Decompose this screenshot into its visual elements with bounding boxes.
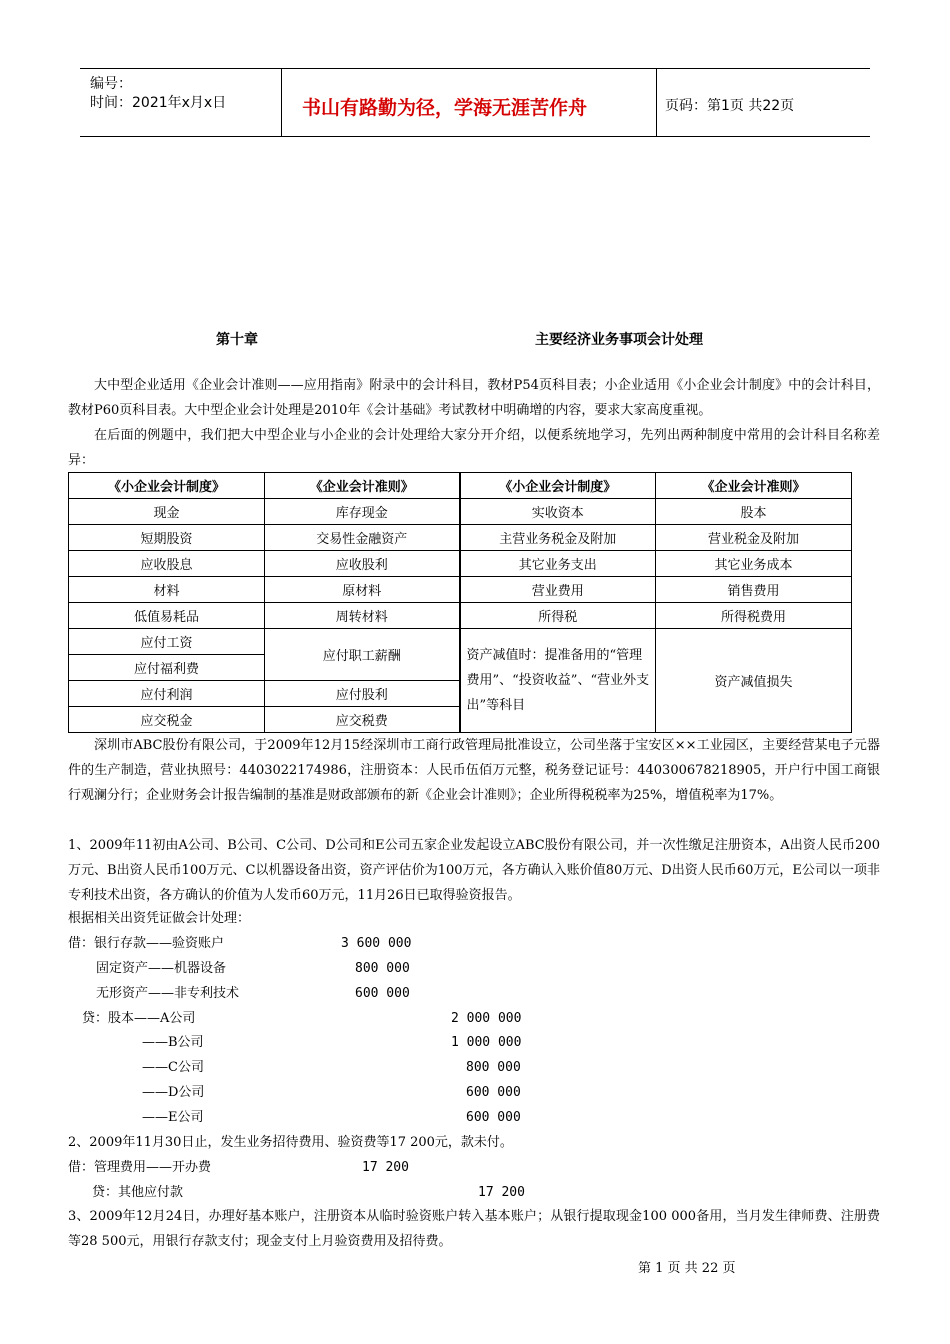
entry-debit-amount: 600 000 <box>355 986 410 1001</box>
table-cell: 应付利润 <box>69 681 265 707</box>
entry-credit-amount: 800 000 <box>466 1060 521 1075</box>
table-cell: 其它业务支出 <box>460 551 656 577</box>
entry-credit-label: ——D公司 <box>142 1085 205 1100</box>
company-paragraph: 深圳市ABC股份有限公司，于2009年12月15经深圳市工商行政管理局批准设立，公司坐落于宝安区××工业园区，主要经营某电子元器件的生产制造，营业执照号：4403022174986，注册资本：人民币伍佰万元整，税务登记证号：440300678218905，开户行中国工商银行观澜分行；企业财务会计报告编制的基准是财政部颁布的新《企业会计准则》；企业所得税税率为25%，增值税率为17%。 <box>68 738 880 803</box>
entry-credit-label: ——C公司 <box>142 1060 204 1075</box>
table-cell: 所得税费用 <box>656 603 852 629</box>
table-cell: 应付福利费 <box>69 655 265 681</box>
entry-credit-amount: 17 200 <box>478 1185 525 1200</box>
table-cell: 应收股息 <box>69 551 265 577</box>
table-cell: 短期股资 <box>69 525 265 551</box>
table-cell: 现金 <box>69 499 265 525</box>
header-top-rule <box>80 68 870 69</box>
header-divider-right <box>656 68 657 137</box>
entry-debit-label: 借：银行存款——验资账户 <box>68 936 225 951</box>
entry-credit-amount: 1 000 000 <box>451 1035 522 1050</box>
table-cell: 股本 <box>656 499 852 525</box>
entry-credit-amount: 600 000 <box>466 1085 521 1100</box>
table-cell: 材料 <box>69 577 265 603</box>
table-row <box>69 603 852 629</box>
table-cell-impairment-note: 资产减值时：提准备用的“管理费用”、“投资收益”、“营业外支出”等科目 <box>460 629 656 733</box>
table-header-cell: 《小企业会计制度》 <box>460 473 656 499</box>
table-cell: 销售费用 <box>656 577 852 603</box>
table-cell: 应交税金 <box>69 707 265 733</box>
item1-block <box>68 833 880 908</box>
table-cell: 实收资本 <box>460 499 656 525</box>
table-cell: 库存现金 <box>265 499 460 525</box>
table-row <box>69 629 852 655</box>
intro-paragraph-2: 在后面的例题中，我们把大中型企业与小企业的会计处理给大家分开介绍，以便系统地学习，先列出两种制度中常用的会计科目名称差异： <box>68 428 880 468</box>
chapter-number: 第十章 <box>216 332 258 348</box>
table-cell: 应付工资 <box>69 629 265 655</box>
item1-text: 1、2009年11初由A公司、B公司、C公司、D公司和E公司五家企业发起设立ABC股份有限公司，并一次性缴足注册资本，A出资人民币200万元、B出资人民币100万元、C以机器设备出资，资产评估价为100万元，各方确认入账价值80万元、D出资人民币60万元，E公司以一项非专利技术出资，各方确认的价值为人发币60万元，11月26日已取得验资报告。 <box>68 838 880 903</box>
header-time-label: 时间：2021年x月x日 <box>90 95 227 111</box>
table-header-cell: 《企业会计准则》 <box>656 473 852 499</box>
intro-paragraph-1: 大中型企业适用《企业会计准则——应用指南》附录中的会计科目，教材P54页科目表；小企业适用《小企业会计制度》中的会计科目，教材P60页科目表。大中型企业会计处理是2010年《会计基础》考试教材中明确增的内容，要求大家高度重视。 <box>68 378 880 418</box>
table-row <box>69 499 852 525</box>
company-block <box>68 733 880 808</box>
entry-credit-amount: 600 000 <box>466 1110 521 1125</box>
entry-credit-amount: 2 000 000 <box>451 1011 522 1026</box>
table-cell: 应付股利 <box>265 681 460 707</box>
table-cell: 低值易耗品 <box>69 603 265 629</box>
table-cell: 所得税 <box>460 603 656 629</box>
entry-debit-amount: 800 000 <box>355 961 410 976</box>
header-divider-left <box>281 68 282 137</box>
table-row <box>69 551 852 577</box>
table-cell: 应交税费 <box>265 707 460 733</box>
entry-credit-label: 贷：其他应付款 <box>92 1185 184 1200</box>
entry-debit-label: 借：管理费用——开办费 <box>68 1160 212 1175</box>
entry-credit-label: ——B公司 <box>142 1035 204 1050</box>
entry-credit-label: ——E公司 <box>142 1110 204 1125</box>
item2-text: 2、2009年11月30日止，发生业务招待费用、验资费等17 200元，款未付。 <box>68 1135 513 1150</box>
entry-debit-amount: 3 600 000 <box>341 936 412 951</box>
entry-debit-label: 固定资产——机器设备 <box>96 961 227 976</box>
chapter-title: 主要经济业务事项会计处理 <box>535 332 703 348</box>
header-code-label: 编号： <box>90 76 132 92</box>
table-cell: 主营业务税金及附加 <box>460 525 656 551</box>
item3-block <box>68 1204 880 1254</box>
header-motto: 书山有路勤为径，学海无涯苦作舟 <box>302 97 588 119</box>
item3-text: 3、2009年12月24日，办理好基本账户，注册资本从临时验资账户转入基本账户；从银行提取现金100 000备用，当月发生律师费、注册费等28 500元，用银行存款支付；现金支付上月验资费用及招待费。 <box>68 1209 880 1249</box>
entry-debit-amount: 17 200 <box>362 1160 409 1175</box>
table-cell: 交易性金融资产 <box>265 525 460 551</box>
table-cell: 营业税金及附加 <box>656 525 852 551</box>
entry-debit-label: 无形资产——非专利技术 <box>96 986 240 1001</box>
table-cell: 应付职工薪酬 <box>265 629 460 681</box>
table-cell: 营业费用 <box>460 577 656 603</box>
table-row <box>69 525 852 551</box>
table-cell: 其它业务成本 <box>656 551 852 577</box>
table-cell-impairment: 资产减值损失 <box>656 629 852 733</box>
page-footer: 第 1 页 共 22 页 <box>638 1261 736 1276</box>
header-page-info: 页码：第1页 共22页 <box>665 98 795 114</box>
header-bottom-rule <box>80 136 870 137</box>
entry-credit-label: 贷：股本——A公司 <box>82 1011 196 1026</box>
table-cell: 应收股利 <box>265 551 460 577</box>
intro-block <box>68 373 880 473</box>
table-header-row <box>69 473 852 499</box>
table-cell: 周转材料 <box>265 603 460 629</box>
table-header-cell: 《小企业会计制度》 <box>69 473 265 499</box>
subject-comparison-table <box>68 472 852 733</box>
table-row <box>69 577 852 603</box>
item1-basis: 根据相关出资凭证做会计处理： <box>68 911 251 926</box>
table-cell: 原材料 <box>265 577 460 603</box>
table-header-cell: 《企业会计准则》 <box>265 473 460 499</box>
